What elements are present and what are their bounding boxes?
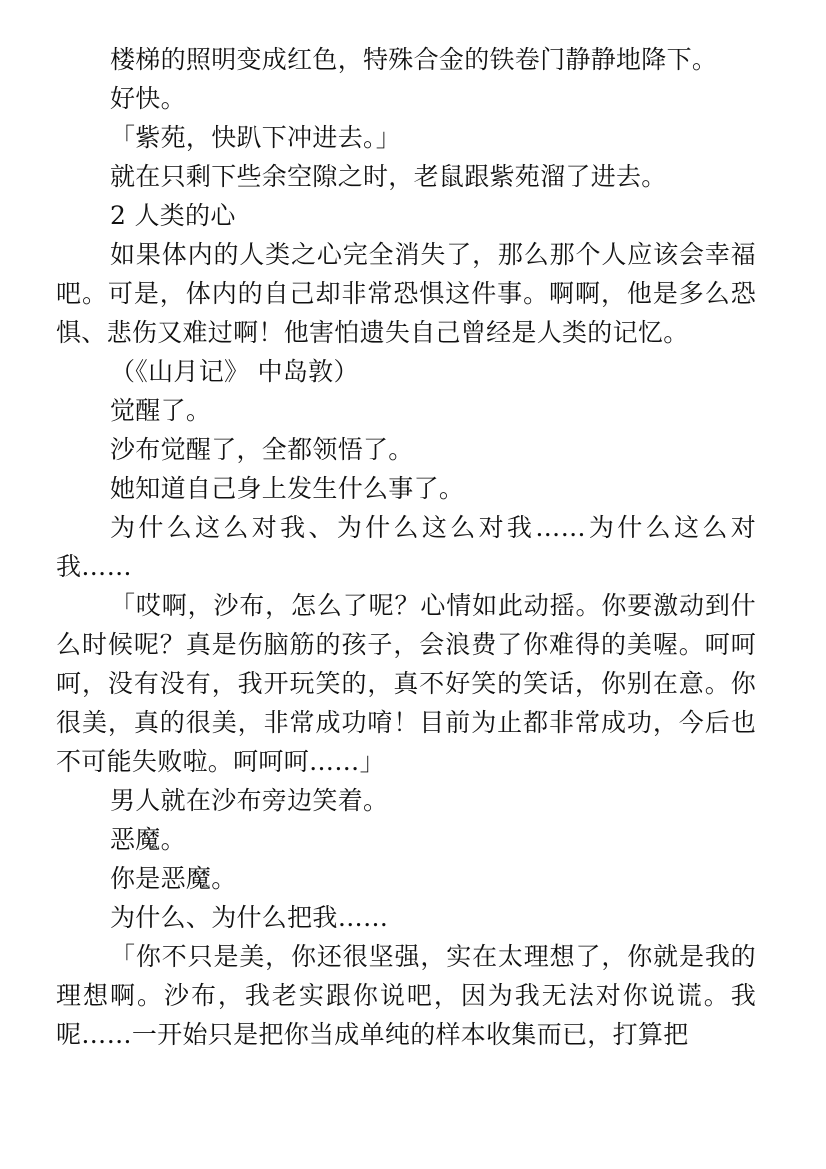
paragraph: 她知道自己身上发生什么事了。 bbox=[110, 474, 465, 503]
dialogue-paragraph: 「你不只是美，你还很坚强，实在太理想了，你就是我的理想啊。沙布，我老实跟你说吧，因为我无法对你说谎。我呢……一开始只是把你当成单纯的样本收集而已，打算把 bbox=[56, 942, 756, 1049]
dialogue-paragraph: 「紫苑，快趴下冲进去。」 bbox=[110, 123, 402, 152]
paragraph: 觉醒了。 bbox=[110, 396, 212, 425]
paragraph: 楼梯的照明变成红色，特殊合金的铁卷门静静地降下。 bbox=[110, 45, 718, 74]
paragraph: 男人就在沙布旁边笑着。 bbox=[110, 786, 389, 815]
document-page bbox=[56, 40, 756, 1054]
paragraph: 恶魔。 bbox=[110, 825, 186, 854]
paragraph: 沙布觉醒了，全都领悟了。 bbox=[110, 435, 414, 464]
dialogue-paragraph: 「哎啊，沙布，怎么了呢？心情如此动摇。你要激动到什么时候呢？真是伤脑筋的孩子，会浪费了你难得的美喔。呵呵呵，没有没有，我开玩笑的，真不好笑的笑话，你别在意。你很美，真的很美，非常成功唷！目前为止都非常成功，今后也不可能失败啦。呵呵呵……」 bbox=[56, 591, 756, 776]
paragraph: 你是恶魔。 bbox=[110, 864, 237, 893]
epigraph-paragraph: 如果体内的人类之心完全消失了，那么那个人应该会幸福吧。可是，体内的自己却非常恐惧这件事。啊啊，他是多么恐惧、悲伤又难过啊！他害怕遗失自己曾经是人类的记忆。 bbox=[56, 240, 756, 347]
paragraph: 为什么、为什么把我…… bbox=[110, 903, 389, 932]
chapter-heading: 2 人类的心 bbox=[110, 201, 236, 230]
paragraph: 好快。 bbox=[110, 84, 186, 113]
paragraph: 为什么这么对我、为什么这么对我……为什么这么对我…… bbox=[56, 513, 756, 581]
paragraph: 就在只剩下些余空隙之时，老鼠跟紫苑溜了进去。 bbox=[110, 162, 667, 191]
epigraph-attribution: （《山月记》 中岛敦） bbox=[110, 357, 359, 386]
